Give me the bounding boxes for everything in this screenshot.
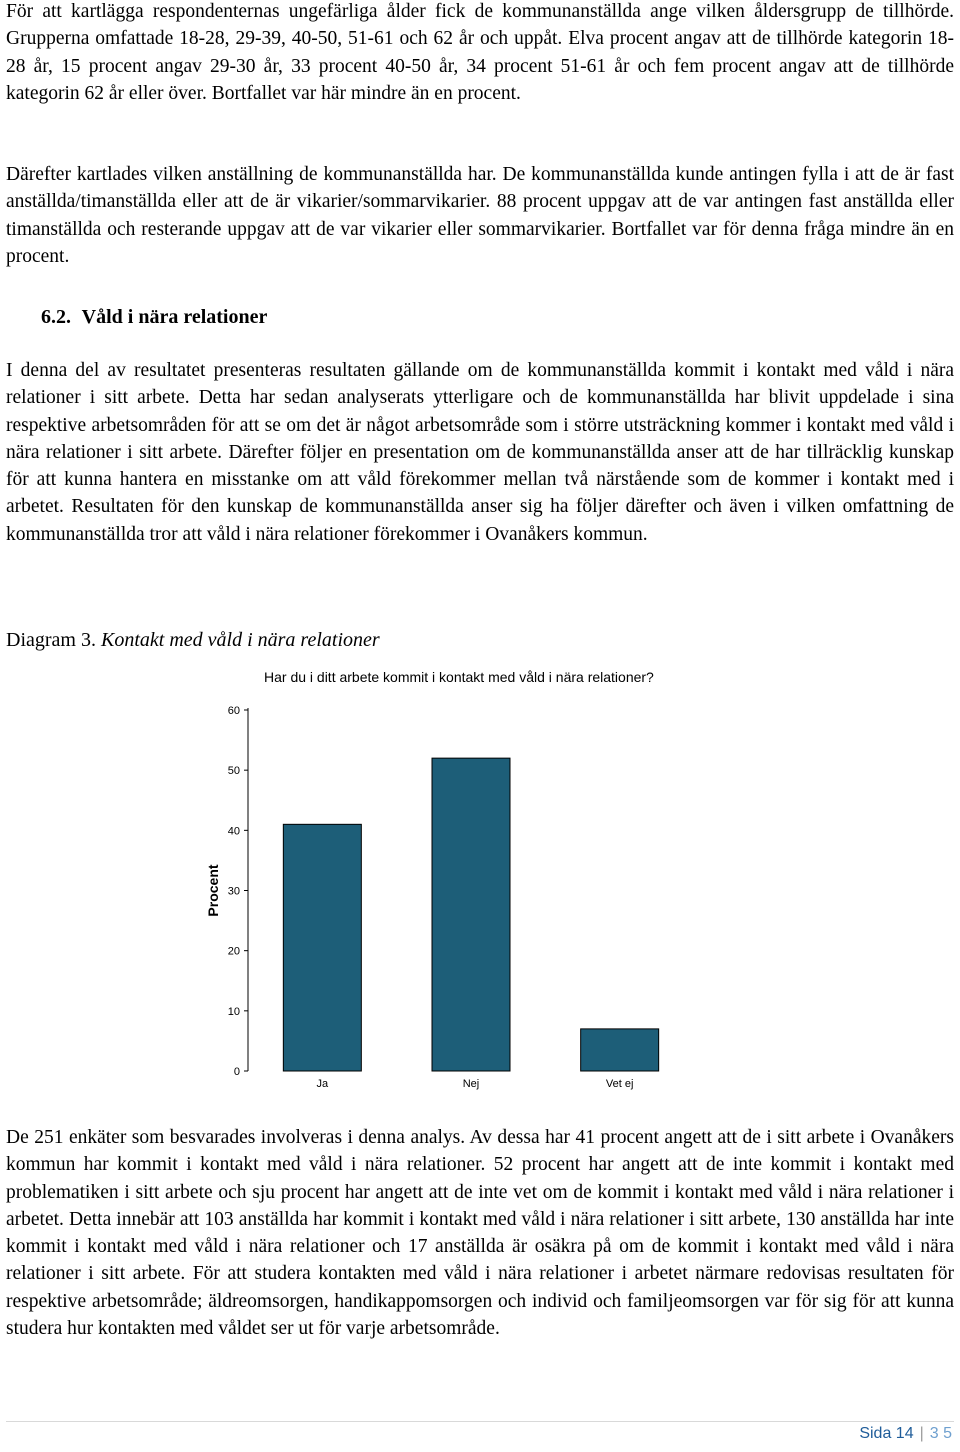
bar-chart	[196, 665, 716, 1105]
bar-vet-ej	[581, 1029, 659, 1071]
bar-ja	[283, 824, 361, 1071]
x-tick-label: Ja	[316, 1078, 329, 1090]
section-title: Våld i nära relationer	[81, 306, 268, 328]
y-tick-label: 60	[227, 705, 240, 717]
footer-separator: |	[919, 1425, 924, 1442]
x-tick-label: Nej	[462, 1078, 480, 1090]
paragraph-results: De 251 enkäter som besvarades involveras i denna analys. Av dessa har 41 procent angett att de i sitt arbete i Ovanåkers kommun har kommit i kontakt med våld i nära relationer. 52 procent har angett att de inte kommit i kontakt med problematiken i sitt arbete och sju procent har angett att de inte vet om de kommit i kontakt med våld i nära relationer i arbetet. Detta innebär att 103 anställda har kommit i kontakt med våld i nära relationer i sitt arbete, 130 anställda har inte kommit i kontakt med våld i nära relationer och 17 anställda är osäkra på om de kommit i kontakt med våld i nära relationer i sitt arbete. För att studera kontakten med våld i nära relationer i arbetet närmare redovisas resultaten för respektive arbetsområde; äldreomsorgen, handikappomsorgen och individ och familjeomsorgen var för sig för att kunna studera hur kontakten med våldet ser ut för varje arbetsområde.	[6, 1127, 954, 1340]
y-tick-label: 50	[227, 765, 240, 778]
chart-title: Har du i ditt arbete kommit i kontakt med våld i nära relationer?	[264, 669, 654, 685]
diagram-caption	[6, 629, 380, 652]
footer-page-label: Sida	[859, 1425, 892, 1442]
y-tick-label: 20	[227, 945, 240, 958]
y-tick-label: 0	[233, 1066, 240, 1078]
diagram-caption-title: Kontakt med våld i nära relationer	[100, 629, 380, 651]
y-axis-label: Procent	[205, 864, 221, 917]
paragraph-intro: I denna del av resultatet presenteras resultaten gällande om de kommunanställda kommit i kontakt med våld i nära relationer i sitt arbete. Detta har sedan analyserats ytterligare och de kommunanställda har blivit uppdelade i sina respektive arbetsområden för att se om det är något arbetsområde som i större utsträckning kommer i kontakt med våld i nära relationer i sitt arbete. Därefter följer en presentation om de kommunanställda anser att de har tillräcklig kunskap för att kunna hantera en misstanke om att våld förekommer mellan två närstående som de kommer i kontakt med i arbetet. Resultaten för den kunskap de kommunanställda anser sig ha följer därefter och även i vilken omfattning de kommunanställda tror att våld i nära relationer förekommer i Ovanåkers kommun.	[6, 360, 954, 545]
paragraph-age-groups: För att kartlägga respondenternas ungefärliga ålder fick de kommunanställda ange vilken åldersgrupp de tillhörde. Grupperna omfattade 18-28, 29-39, 40-50, 51-61 och 62 år och uppåt. Elva procent angav att de tillhörde kategorin 18-28 år, 15 procent angav 29-30 år, 33 procent 40-50 år, 34 procent 51-61 år och fem procent angav att de tillhörde kategorin 62 år eller över. Bortfallet var här mindre än en procent.	[6, 1, 954, 104]
diagram-caption-label: Diagram 3.	[6, 629, 96, 651]
section-heading	[41, 306, 267, 329]
bar-nej	[432, 758, 510, 1071]
y-tick-label: 40	[227, 825, 240, 838]
paragraph-employment: Därefter kartlades vilken anställning de kommunanställda har. De kommunanställda kunde antingen fylla i att de är fast anställda/timanställda eller att de är vikarier/sommarvikarier. 88 procent uppgav att de var antingen fast anställda eller timanställda och resterande uppgav att de var vikarier eller sommarvikarier. Bortfallet var för denna fråga mindre än en procent.	[6, 164, 954, 267]
footer-page-number: 14	[895, 1425, 914, 1442]
x-tick-label: Vet ej	[605, 1078, 634, 1090]
y-tick-label: 30	[227, 885, 240, 898]
section-number: 6.2.	[41, 306, 71, 328]
footer-page-total: 3 5	[929, 1425, 952, 1442]
page-footer	[859, 1425, 952, 1443]
y-tick-label: 10	[227, 1005, 240, 1018]
footer-divider	[6, 1421, 954, 1422]
